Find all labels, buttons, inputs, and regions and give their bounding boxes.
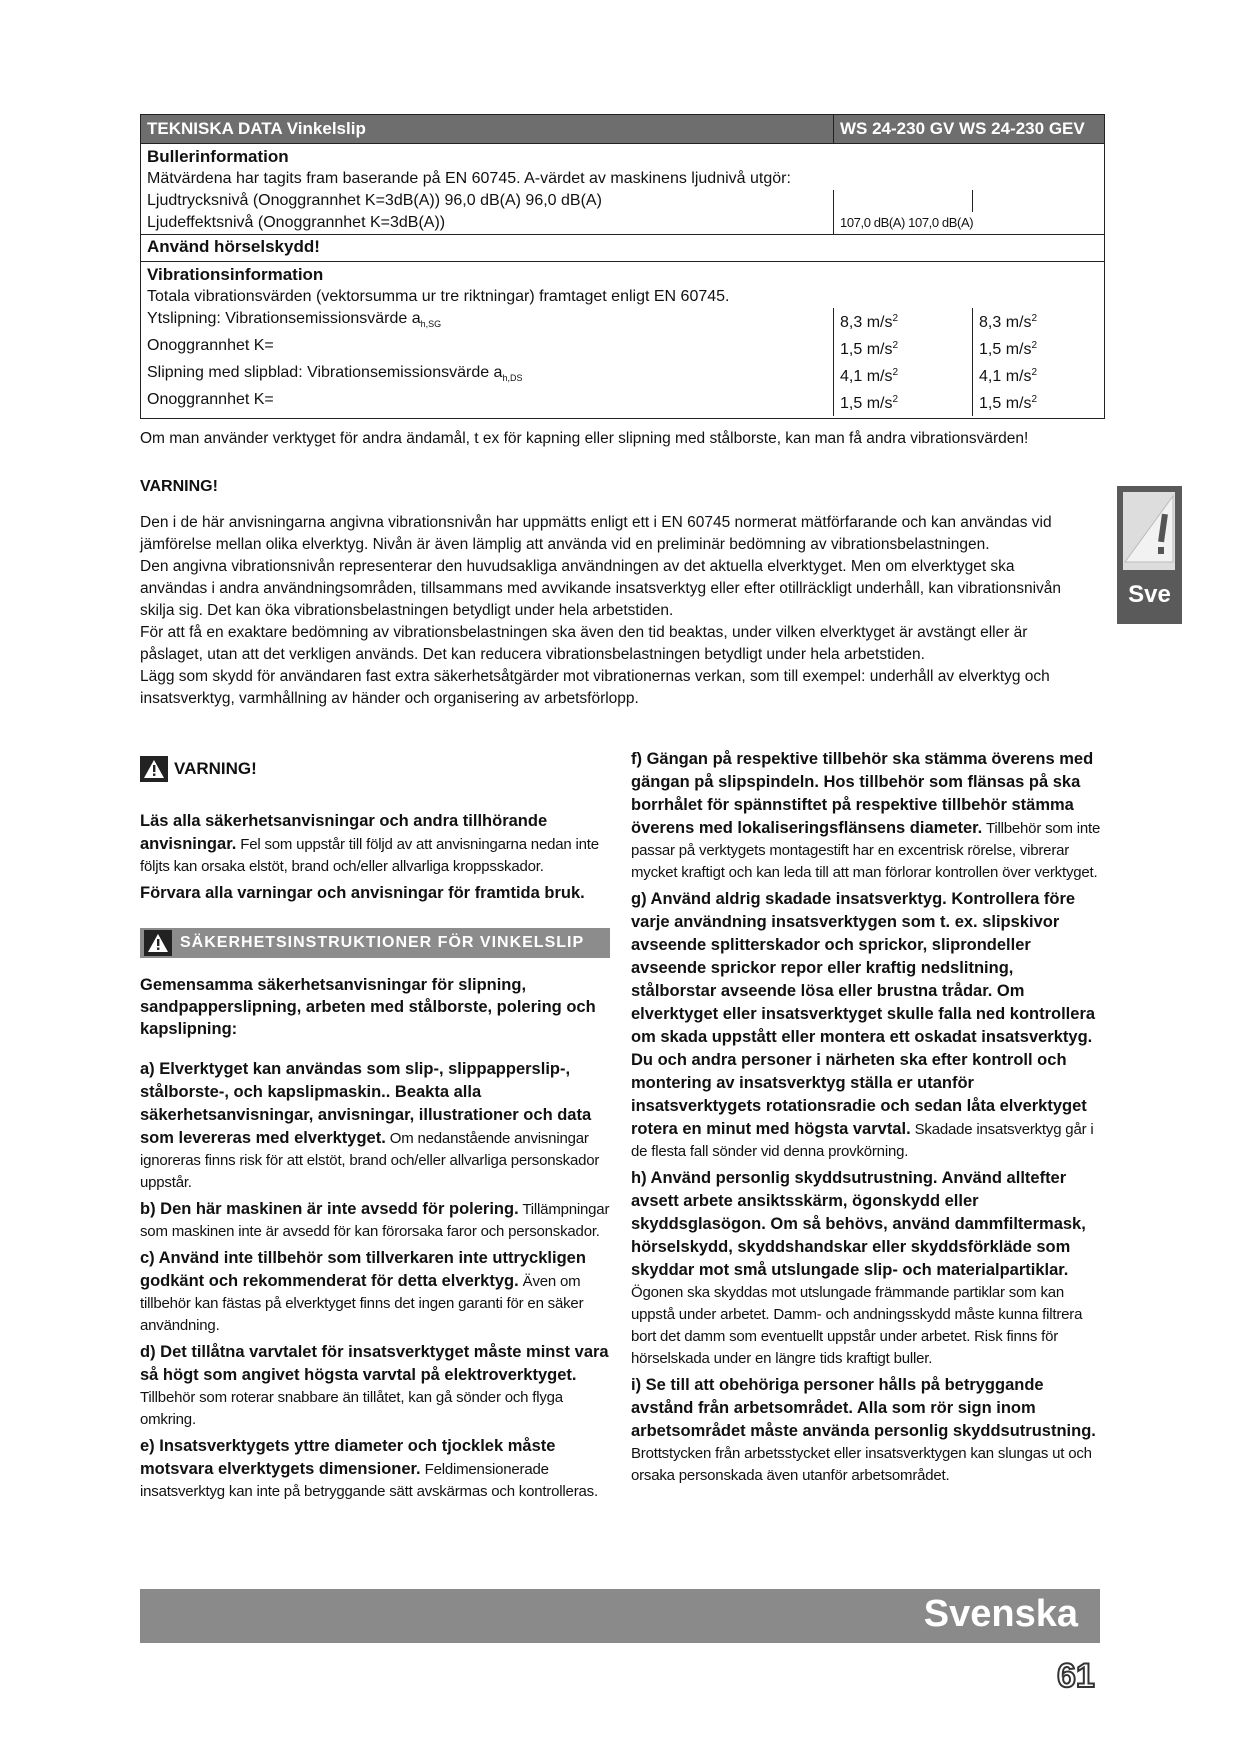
vibration-label: Ytslipning: Vibrationsemissionsvärde $a_{h,SG}$ <box>147 310 442 329</box>
warning-heading: VARNING! <box>140 478 218 495</box>
footer-bar <box>140 1589 1100 1643</box>
warning-paragraph: Den angivna vibrationsnivån representerar den huvudsakliga användningen av det aktuella elverktyget. Men om elverktyget ska användas i andra användningsområden, tillsammans med avvikande insatsverktyg eller efter otillräckligt underhåll, kan vibrationsnivån skilja sig. Det kan öka vibrationsbelastningen betydligt under hela arbetstiden. <box>140 558 1062 619</box>
vibration-rows <box>147 308 1104 416</box>
warning-label: VARNING! <box>174 759 257 778</box>
vibration-value-1: 1,5 $m/s^2$ <box>833 389 972 416</box>
table-title: TEKNISKA DATA Vinkelslip <box>141 115 834 143</box>
vibration-value-1: 8,3 $m/s^2$ <box>833 308 972 335</box>
vibration-row <box>147 335 1104 362</box>
noise-pressure-label: Ljudtrycksnivå (Onoggrannhet K=3dB(A)) 96,0 dB(A) 96,0 dB(A) <box>147 192 602 209</box>
read-instructions-regular: Fel som uppstår till följd av att anvisningarna nedan inte följts kan orsaka elstöt, brand och/eller allvarliga kroppsskador. <box>140 836 599 875</box>
safety-item-bold: g) Använd aldrig skadade insatsverktyg. Kontrollera före varje användning insatsverktygen som t. ex. slipskivor avseende splitterskador och sprickor, sliprondeller avseende sprickor repor eller kraftig nedslitning, stålborstar avseende lösa eller brustna trådar. Om elverktyget eller insatsverktyget skulle falla ned kontrollera om skada uppstått eller montera ett oskadat insatsverktyg. Du och andra personer i närheten ska efter kontroll och montering av insatsverktyg ställa er utanför insatsverktygets rotationsradie och sedan låta elverktyget rotera en minut med högsta varvtal. <box>631 890 1096 1138</box>
safety-item <box>631 1374 1101 1487</box>
vibration-value-1: 1,5 $m/s^2$ <box>833 335 972 362</box>
safety-item-bold: i) Se till att obehöriga personer hålls på betryggande avstånd från arbetsområdet. Alla som rör sign inom arbetsområdet måste använda personlig skyddsutrustning. <box>631 1376 1096 1440</box>
safety-item <box>140 1198 610 1243</box>
safety-item-regular: Om nedanstående anvisningar ignoreras finns risk för att elstöt, brand och/eller allvarliga personskador uppstår. <box>140 1130 600 1191</box>
safety-item <box>631 1167 1101 1370</box>
noise-power-label: Ljudeffektsnivå (Onoggrannhet K=3dB(A)) <box>147 214 446 231</box>
safety-item-bold: d) Det tillåtna varvtalet för insatsverktyget måste minst vara så högt som angivet högsta varvtal på elektroverktyget. <box>140 1343 609 1384</box>
vibration-label: Onoggrannhet K= <box>147 337 274 354</box>
vibration-row <box>147 389 1104 416</box>
vibration-title: Vibrationsinformation <box>147 265 324 284</box>
left-items <box>140 1058 610 1503</box>
footer-language: Svenska <box>923 1593 1078 1635</box>
safety-title-bar <box>140 928 610 958</box>
table-header <box>141 115 1104 143</box>
safety-item <box>140 1058 610 1194</box>
warning-paragraph: För att få en exaktare bedömning av vibrationsbelastningen ska även den tid beaktas, under vilken elverktyget är avstängt eller är påslaget, utan att det verkligen används. Det kan reducera vibrationsbelastningen betydligt under hela arbetstiden. <box>140 624 1028 663</box>
safety-item <box>140 1341 610 1431</box>
safety-item <box>140 1435 610 1503</box>
side-tab-label: Sve <box>1128 581 1171 608</box>
page-number: 61 <box>1057 1657 1095 1695</box>
warning-paragraph: Lägg som skydd för användaren fast extra säkerhetsåtgärder mot vibrationernas verkan, som till exempel: underhåll av elverktyg och insatsverktyg, varmhållning av händer och organisering av arbetsförlopp. <box>140 668 1050 707</box>
safety-item-bold: a) Elverktyget kan användas som slip-, slippapperslip-, stålborste-, och kapslipmaskin.. Beakta alla säkerhetsanvisningar, anvisningar, illustrationer och data som levereras med elverktyget. <box>140 1060 592 1147</box>
warning-paragraph: Den i de här anvisningarna angivna vibrationsnivån har uppmätts enligt ett i EN 60745 normerat mätförfarande och kan användas vid jämförelse mellan olika elverktyg. Nivån är även lämplig att använda vid en preliminär bedömning av vibrationsbelastningen. <box>140 514 1052 553</box>
safety-item-regular: Skadade insatsverktyg går i de flesta fall sönder vid denna provkörning. <box>631 1121 1094 1160</box>
safety-item-regular: Feldimensionerade insatsverktyg kan inte på betryggande sätt avskärmas och kontrolleras. <box>140 1461 598 1500</box>
safety-title: SÄKERHETSINSTRUKTIONER FÖR VINKELSLIP <box>180 934 585 951</box>
safety-item-bold: c) Använd inte tillbehör som tillverkaren inte uttryckligen godkänt och rekommenderat för detta elverktyg. <box>140 1249 586 1290</box>
vibration-label: Slipning med slipblad: Vibrationsemissionsvärde $a_{h,DS}$ <box>147 364 523 383</box>
noise-power-row <box>147 212 1104 234</box>
warning-box <box>140 756 610 782</box>
noise-pressure-cell-1 <box>833 190 972 212</box>
noise-title: Bullerinformation <box>147 147 289 166</box>
safety-item-bold: f) Gängan på respektive tillbehör ska stämma överens med gängan på slipspindeln. Hos tillbehör som flänsas på ska borrhålet för spännstiftet på respektive tillbehör stämma överens med lokaliseringsflänsens diameter. <box>631 750 1094 837</box>
vibration-value-2: 4,1 $m/s^2$ <box>972 362 1104 389</box>
noise-section <box>141 143 1104 261</box>
keep-instructions: Förvara alla varningar och anvisningar för framtida bruk. <box>140 884 585 902</box>
read-instructions <box>140 810 610 878</box>
warning-text <box>140 512 1080 710</box>
warning-triangle-icon <box>1123 492 1175 570</box>
tech-data-table <box>140 114 1105 419</box>
warning-icon <box>140 756 168 782</box>
left-column <box>140 756 610 1507</box>
safety-item <box>631 888 1101 1163</box>
noise-power-values: 107,0 dB(A) 107,0 dB(A) <box>833 212 1104 234</box>
noise-pressure-row <box>141 190 1104 212</box>
common-safety-heading: Gemensamma säkerhetsanvisningar för slipning, sandpapperslipning, arbeten med stålborste, polering och kapslipning: <box>140 976 596 1038</box>
vibration-value-1: 4,1 $m/s^2$ <box>833 362 972 389</box>
safety-item-regular: Ögonen ska skyddas mot utslungade främmande partiklar som kan uppstå under arbetet. Damm- och andningsskydd måste kunna filtrera bort det damm som eventuellt uppstår under arbetet. Risk finns för hörselskada under en längre tids kraftigt buller. <box>631 1284 1083 1367</box>
safety-item-bold: b) Den här maskinen är inte avsedd för polering. <box>140 1200 519 1218</box>
language-side-tab <box>1117 486 1182 624</box>
right-column <box>631 748 1101 1491</box>
safety-item-regular: Tillbehör som inte passar på verktygets montagestift har en excentrisk rörelse, vibrerar mycket kraftigt och kan leda till att man förlorar kontrollen över verktyget. <box>631 820 1101 881</box>
other-use-note: Om man använder verktyget för andra ändamål, t ex för kapning eller slipning med stålborste, kan man få andra vibrationsvärden! <box>140 430 1029 447</box>
table-models: WS 24-230 GV WS 24-230 GEV <box>840 119 1085 138</box>
safety-item-regular: Tillämpningar som maskinen inte är avsedd för kan förorsaka faror och personskador. <box>140 1201 610 1240</box>
noise-intro: Mätvärdena har tagits fram baserande på EN 60745. A-värdet av maskinens ljudnivå utgör: <box>147 170 791 187</box>
vibration-label: Onoggrannhet K= <box>147 391 274 408</box>
vibration-row <box>147 362 1104 389</box>
safety-item <box>140 1247 610 1337</box>
safety-item-bold: h) Använd personlig skyddsutrustning. Använd alltefter avsett arbete ansiktsskärm, ögonskydd eller skyddsglasögon. Om så behövs, använd dammfiltermask, hörselskydd, skyddshandskar eller skyddsförkläde som skyddar mot små utslungade slip- och materialpartiklar. <box>631 1169 1086 1279</box>
right-items <box>631 748 1101 1487</box>
hearing-protection: Använd hörselskydd! <box>141 234 1104 259</box>
safety-item-regular: Tillbehör som roterar snabbare än tillåtet, kan gå sönder och flyga omkring. <box>140 1389 563 1428</box>
vibration-value-2: 8,3 $m/s^2$ <box>972 308 1104 335</box>
read-instructions-bold: Läs alla säkerhetsanvisningar och andra tillhörande anvisningar. <box>140 812 548 853</box>
safety-item-bold: e) Insatsverktygets yttre diameter och tjocklek måste motsvara elverktygets dimensioner. <box>140 1437 556 1478</box>
safety-warning-icon <box>144 930 172 956</box>
safety-item-regular: Brottstycken från arbetsstycket eller insatsverktygen kan slungas ut och orsaka personskada även utanför arbetsområdet. <box>631 1445 1092 1484</box>
vibration-value-2: 1,5 $m/s^2$ <box>972 335 1104 362</box>
vibration-section <box>141 261 1104 418</box>
noise-pressure-cell-2 <box>972 190 1104 212</box>
safety-item-regular: Även om tillbehör kan fästas på elverktyget finns det ingen garanti för en säker användning. <box>140 1273 584 1334</box>
vibration-value-2: 1,5 $m/s^2$ <box>972 389 1104 416</box>
safety-item <box>631 748 1101 884</box>
vibration-intro: Totala vibrationsvärden (vektorsumma ur tre riktningar) framtaget enligt EN 60745. <box>147 288 730 305</box>
vibration-row <box>147 308 1104 335</box>
